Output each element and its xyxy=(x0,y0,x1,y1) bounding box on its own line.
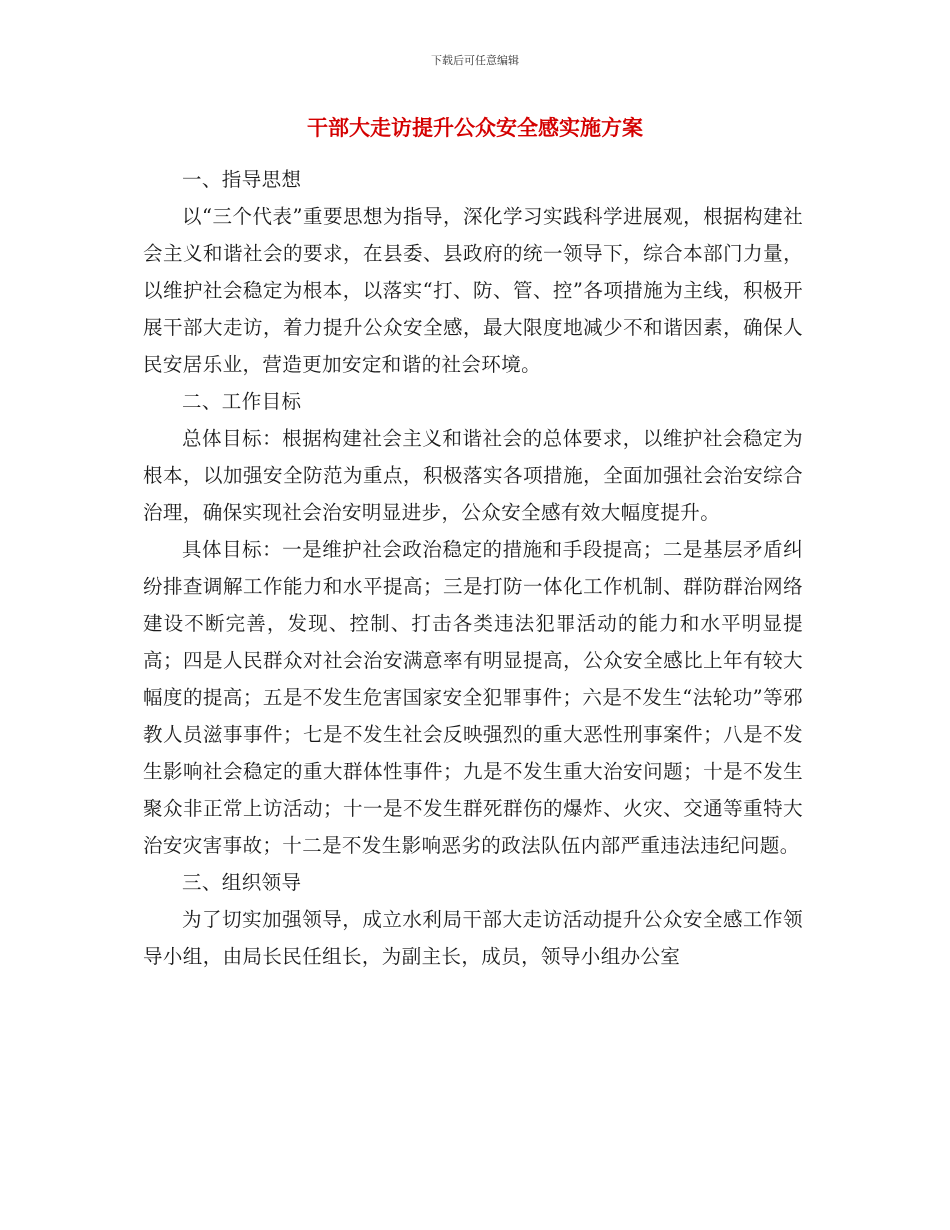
document-title: 干部大走访提升公众安全感实施方案 xyxy=(307,115,643,140)
section-heading-guiding-ideology: 一、指导思想 xyxy=(182,168,302,191)
paragraph-overall-goal: 总体目标：根据构建社会主义和谐社会的总体要求，以维护社会稳定为根本，以加强安全防范为重点，积极落实各项措施，全面加强社会治安综合治理，确保实现社会治安明显进步，公众安全感有效大幅度提升。 xyxy=(143,427,803,524)
section-heading-organization: 三、组织领导 xyxy=(182,871,302,894)
paragraph-guiding-ideology: 以“三个代表”重要思想为指导，深化学习实践科学进展观，根据构建社会主义和谐社会的要求，在县委、县政府的统一领导下，综合本部门力量，以维护社会稳定为根本，以落实“打、防、管、控”各项措施为主线，积极开展干部大走访，着力提升公众安全感，最大限度地减少不和谐因素，确保人民安居乐业，营造更加安定和谐的社会环境。 xyxy=(143,205,803,376)
paragraph-organization: 为了切实加强领导，成立水利局干部大走访活动提升公众安全感工作领导小组，由局长民任组长，为副主长，成员，领导小组办公室 xyxy=(143,908,803,968)
section-heading-work-goals: 二、工作目标 xyxy=(182,390,302,413)
paragraph-specific-goals: 具体目标：一是维护社会政治稳定的措施和手段提高；二是基层矛盾纠纷排查调解工作能力和水平提高；三是打防一体化工作机制、群防群治网络建设不断完善，发现、控制、打击各类违法犯罪活动的能力和水平明显提高；四是人民群众对社会治安满意率有明显提高，公众安全感比上年有较大幅度的提高；五是不发生危害国家安全犯罪事件；六是不发生“法轮功”等邪教人员滋事事件；七是不发生社会反映强烈的重大恶性刑事案件；八是不发生影响社会稳定的重大群体性事件；九是不发生重大治安问题；十是不发生聚众非正常上访活动；十一是不发生群死群伤的爆炸、火灾、交通等重特大治安灾害事故；十二是不发生影响恶劣的政法队伍内部严重违法违纪问题。 xyxy=(143,538,803,857)
page-header-note: 下载后可任意编辑 xyxy=(431,54,519,67)
document-body xyxy=(143,161,803,975)
